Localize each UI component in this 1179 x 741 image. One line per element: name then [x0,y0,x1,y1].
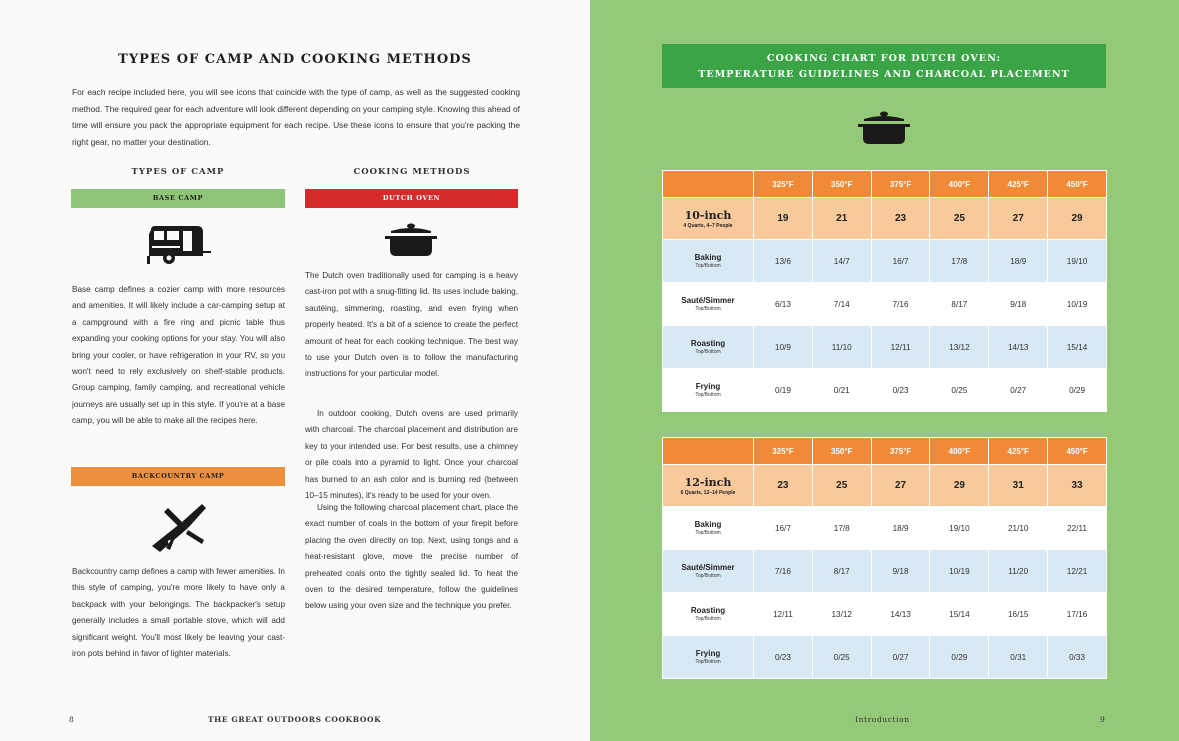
top-bottom-label: Top/Bottom [695,392,721,398]
temp-cell: 350°F [812,438,871,465]
value-cell: 13/12 [930,326,989,369]
value-cell: 21/10 [989,507,1048,550]
oven-capacity: 6 Quarts, 12–14 People [680,489,736,496]
method-cell [663,550,754,593]
total-cell: 21 [812,198,871,240]
value-cell: 7/16 [871,283,930,326]
value-cell: 22/11 [1048,507,1107,550]
method-name: Baking [694,520,722,529]
dutch-oven-icon [383,222,439,258]
total-cell: 33 [1048,465,1107,507]
oven-size-cell [663,465,754,507]
table-row [663,283,1107,326]
top-bottom-label: Top/Bottom [695,573,721,579]
value-cell: 0/31 [989,636,1048,679]
value-cell: 18/9 [871,507,930,550]
method-cell [663,283,754,326]
total-coals-row [663,198,1107,240]
value-cell: 0/27 [871,636,930,679]
value-cell: 17/8 [930,240,989,283]
method-name: Sauté/Simmer [681,296,735,305]
running-title-right: Introduction [855,715,910,724]
value-cell: 14/13 [871,593,930,636]
top-bottom-label: Top/Bottom [695,616,721,622]
total-cell: 25 [930,198,989,240]
top-bottom-label: Top/Bottom [695,349,721,355]
value-cell: 0/25 [812,636,871,679]
value-cell: 19/10 [930,507,989,550]
total-cell: 25 [812,465,871,507]
method-cell [663,593,754,636]
value-cell: 7/16 [754,550,813,593]
table-row [663,593,1107,636]
oven-size: 12-inch [684,475,732,489]
value-cell: 7/14 [812,283,871,326]
dutch-oven-paragraph-2: In outdoor cooking, Dutch ovens are used primarily with charcoal. The charcoal placement and distribution are key to your intended use. For best results, use a chimney or pile coals into a pyramid to light. Once your charcoal has burned to an ash color and is burning red (between 10–15 minutes), it's ready to be used for your oven. [305,409,518,501]
table-row [663,507,1107,550]
value-cell: 19/10 [1048,240,1107,283]
method-name: Sauté/Simmer [681,563,735,572]
temp-cell: 375°F [871,438,930,465]
value-cell: 12/21 [1048,550,1107,593]
value-cell: 0/23 [871,369,930,412]
backcountry-description: Backcountry camp defines a camp with fewer amenities. In this style of camping, you're more likely to have only a backpack with your belongings. The backpacker's setup generally includes a small portable stove, which will add significant weight. You'll most likely be leaving your cast-iron pots behind in favor of lighter materials. [72,567,285,659]
dutch-oven-label: DUTCH OVEN [305,189,518,208]
value-cell: 0/25 [930,369,989,412]
value-cell: 0/19 [754,369,813,412]
value-cell: 13/12 [812,593,871,636]
corner-cell [663,438,754,465]
value-cell: 9/18 [871,550,930,593]
charcoal-table-12-inch [662,437,1107,679]
temp-cell: 450°F [1048,438,1107,465]
value-cell: 17/16 [1048,593,1107,636]
charcoal-table-10-inch [662,170,1107,412]
value-cell: 15/14 [930,593,989,636]
temp-cell: 325°F [754,438,813,465]
value-cell: 0/23 [754,636,813,679]
chart-banner-line-1: COOKING CHART FOR DUTCH OVEN: [766,53,1002,64]
types-of-camp-heading: TYPES OF CAMP [131,167,225,177]
total-cell: 27 [989,198,1048,240]
page-title: TYPES OF CAMP AND COOKING METHODS [118,52,472,67]
top-bottom-label: Top/Bottom [695,530,721,536]
page-number-left: 8 [69,715,75,724]
value-cell: 16/7 [754,507,813,550]
pocket-knife-icon [148,500,210,554]
value-cell: 15/14 [1048,326,1107,369]
chart-banner-line-2: TEMPERATURE GUIDELINES AND CHARCOAL PLACEMENT [698,68,1070,80]
dutch-oven-icon [856,110,912,146]
value-cell: 0/29 [930,636,989,679]
dutch-oven-paragraph-1: The Dutch oven traditionally used for camping is a heavy cast-iron pot with a snug-fitting lid. Its uses include baking, sautéing, simmering, roasting, and even frying when properly heated. It's a bit of a science to create the perfect amount of heat for each cooking technique. The best way to use your Dutch oven is to follow the manufacturing instructions for your particular model. [305,271,518,379]
method-cell [663,636,754,679]
temp-cell: 400°F [930,438,989,465]
total-cell: 29 [930,465,989,507]
total-cell: 31 [989,465,1048,507]
total-cell: 23 [754,465,813,507]
total-cell: 29 [1048,198,1107,240]
temp-cell: 425°F [989,438,1048,465]
method-cell [663,369,754,412]
table-row [663,240,1107,283]
value-cell: 0/27 [989,369,1048,412]
top-bottom-label: Top/Bottom [695,263,721,269]
page-number-right: 9 [1100,715,1106,724]
value-cell: 6/13 [754,283,813,326]
temp-cell: 425°F [989,171,1048,198]
method-cell [663,326,754,369]
method-cell [663,240,754,283]
value-cell: 10/19 [930,550,989,593]
corner-cell [663,171,754,198]
value-cell: 11/10 [812,326,871,369]
value-cell: 8/17 [812,550,871,593]
base-camp-description: Base camp defines a cozier camp with more resources and amenities. It will likely include a car-camping setup at a campground with a fire ring and picnic table thus expanding your cooking options for your stay. You will also bring your cooler, or have refrigeration in your RV, so you won't need to rely exclusively on shelf-stable products. Group camping, family camping, and recreational vehicle journeys are usually set up in this style. If you're at a base camp, you will be able to make all the recipes here. [72,285,285,426]
value-cell: 10/9 [754,326,813,369]
value-cell: 17/8 [812,507,871,550]
value-cell: 18/9 [989,240,1048,283]
value-cell: 12/11 [754,593,813,636]
value-cell: 14/7 [812,240,871,283]
intro-paragraph: For each recipe included here, you will see icons that coincide with the type of camp, as well as the suggested cooking method. The required gear for each adventure will look different depending on your camping style. Knowing this ahead of time will ensure you pack the appropriate equipment for each recipe. Use these icons to ensure that you're packing the right gear, no matter your destination. [72,87,520,147]
value-cell: 16/15 [989,593,1048,636]
method-name: Frying [695,649,721,658]
temp-cell: 350°F [812,171,871,198]
value-cell: 10/19 [1048,283,1107,326]
value-cell: 8/17 [930,283,989,326]
value-cell: 12/11 [871,326,930,369]
oven-capacity: 4 Quarts, 4–7 People [683,222,733,229]
temperature-header-row [663,171,1107,198]
value-cell: 0/21 [812,369,871,412]
camper-trailer-icon [145,222,211,268]
value-cell: 0/29 [1048,369,1107,412]
method-name: Baking [694,253,722,262]
value-cell: 16/7 [871,240,930,283]
top-bottom-label: Top/Bottom [695,306,721,312]
table-row [663,326,1107,369]
temp-cell: 450°F [1048,171,1107,198]
method-name: Frying [695,382,721,391]
running-title-left: THE GREAT OUTDOORS COOKBOOK [208,715,382,724]
oven-size: 10-inch [684,208,732,222]
dutch-oven-paragraph-3: Using the following charcoal placement chart, place the exact number of coals in the bottom of your firepit before placing the oven directly on top. Next, using tongs and a heat-resistant glove, move the precise number of preheated coals onto the tightly sealed lid. To heat the oven to the desired temperature, follow the guidelines below using your oven size and the technique you prefer. [305,503,518,611]
method-cell [663,507,754,550]
value-cell: 0/33 [1048,636,1107,679]
backcountry-camp-label: BACKCOUNTRY CAMP [71,467,285,486]
base-camp-label: BASE CAMP [71,189,285,208]
value-cell: 11/20 [989,550,1048,593]
top-bottom-label: Top/Bottom [695,659,721,665]
oven-size-cell [663,198,754,240]
value-cell: 9/18 [989,283,1048,326]
table-row [663,636,1107,679]
temp-cell: 325°F [754,171,813,198]
total-coals-row [663,465,1107,507]
temp-cell: 400°F [930,171,989,198]
cooking-methods-heading: COOKING METHODS [353,167,471,177]
method-name: Roasting [690,339,726,348]
chart-banner [662,44,1106,88]
method-name: Roasting [690,606,726,615]
table-row [663,550,1107,593]
total-cell: 27 [871,465,930,507]
total-cell: 23 [871,198,930,240]
value-cell: 14/13 [989,326,1048,369]
value-cell: 13/6 [754,240,813,283]
temperature-header-row [663,438,1107,465]
temp-cell: 375°F [871,171,930,198]
total-cell: 19 [754,198,813,240]
table-row [663,369,1107,412]
